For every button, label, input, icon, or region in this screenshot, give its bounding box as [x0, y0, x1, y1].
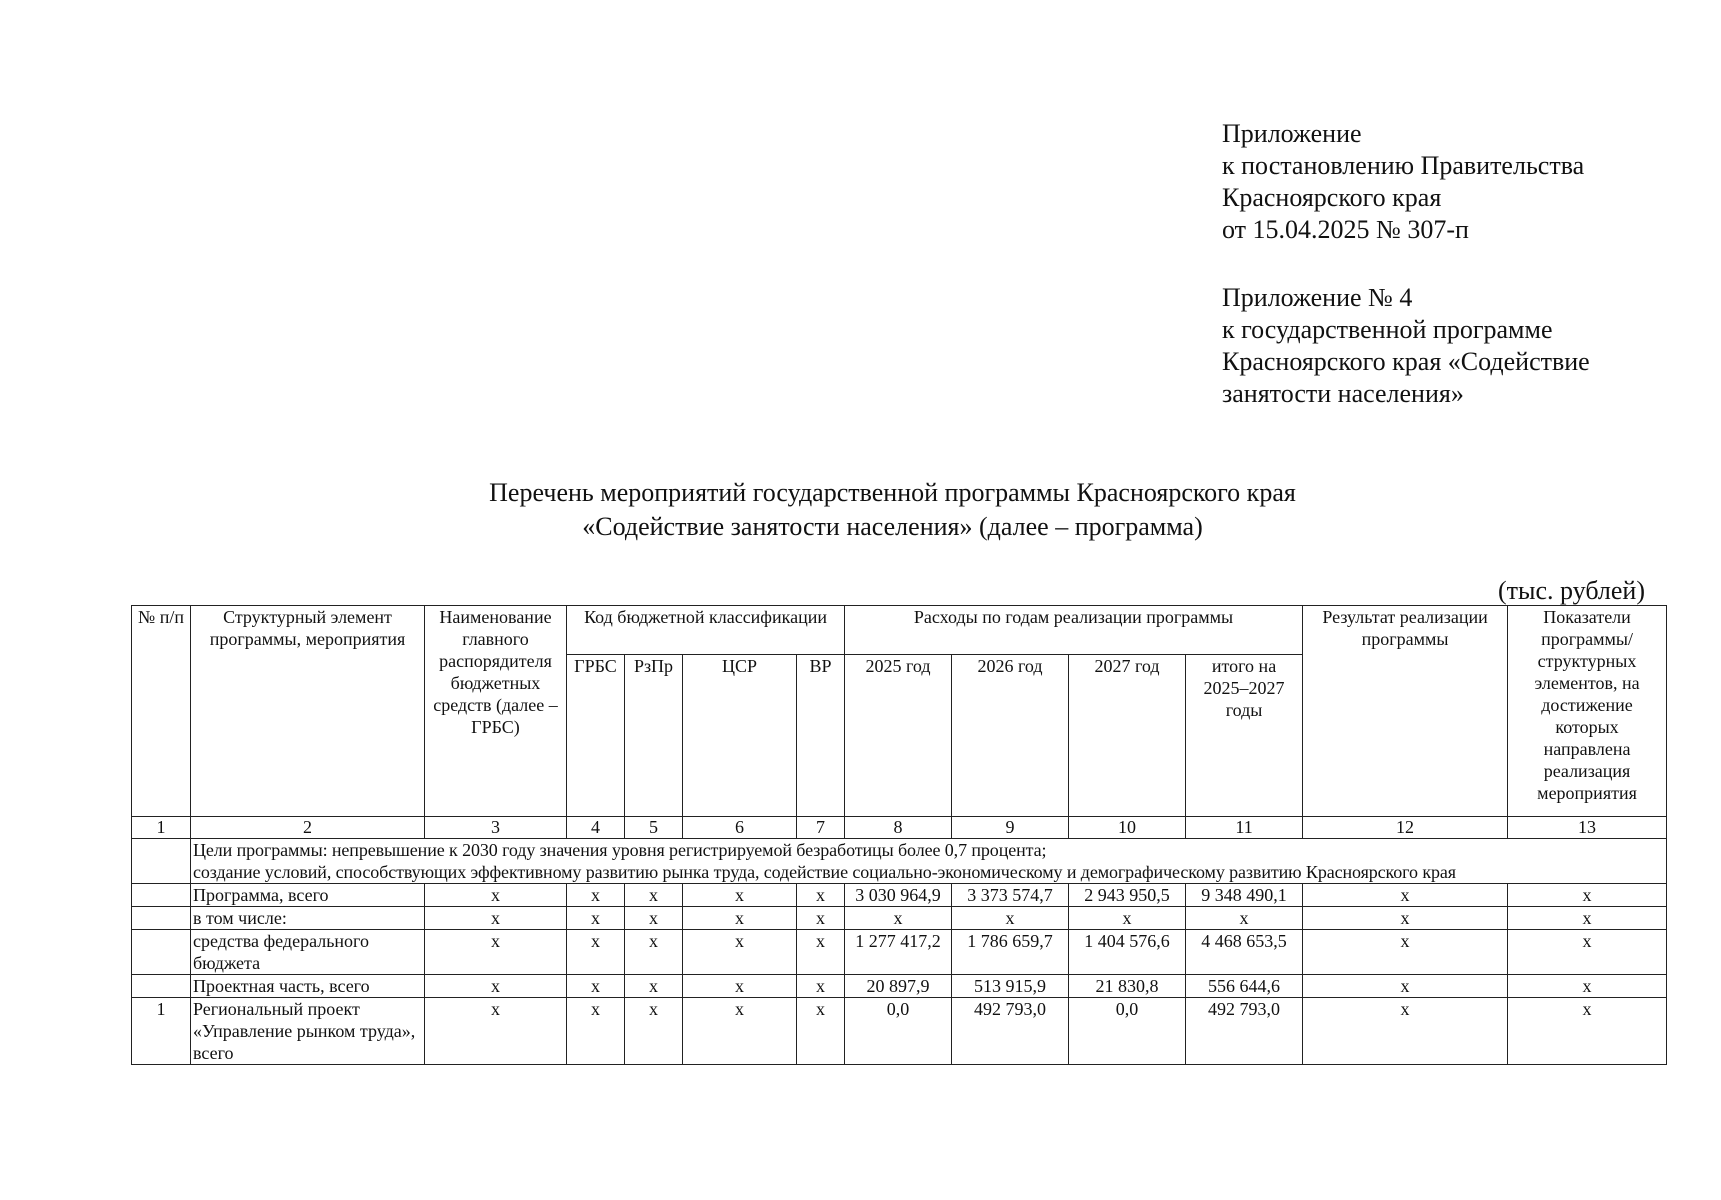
- appendix-note: [1222, 118, 1702, 246]
- header-grbs-name: Наименование главного распорядителя бюджетных средств (далее – ГРБС): [425, 606, 567, 817]
- cell-total: 4 468 653,5: [1186, 930, 1303, 975]
- cell-result: х: [1303, 975, 1508, 998]
- cell-2026: 3 373 574,7: [952, 884, 1069, 907]
- cell-2025: 1 277 417,2: [845, 930, 952, 975]
- cell-grbs-name: х: [425, 907, 567, 930]
- cell-2026: 513 915,9: [952, 975, 1069, 998]
- document-title-line-2: «Содействие занятости населения» (далее – программа): [582, 512, 1203, 541]
- cell-num: [132, 975, 191, 998]
- program-goals-line: Цели программы: непревышение к 2030 году значения уровня регистрируемой безработицы более 0,7 процента;: [193, 840, 1047, 860]
- cell-2027: 0,0: [1069, 998, 1186, 1065]
- appendix-program-line: Приложение № 4: [1222, 283, 1413, 312]
- cell-2025: 3 030 964,9: [845, 884, 952, 907]
- cell-grbs: х: [567, 907, 625, 930]
- cell-result: х: [1303, 930, 1508, 975]
- table-row: [132, 907, 1667, 930]
- header-csr: ЦСР: [683, 655, 797, 817]
- cell-csr: х: [683, 998, 797, 1065]
- column-number: 8: [845, 817, 952, 839]
- cell-2027: 21 830,8: [1069, 975, 1186, 998]
- cell-csr: х: [683, 884, 797, 907]
- cell-2026: 492 793,0: [952, 998, 1069, 1065]
- cell-result: х: [1303, 907, 1508, 930]
- cell-2027: х: [1069, 907, 1186, 930]
- cell-num: 1: [132, 998, 191, 1065]
- column-number: 12: [1303, 817, 1508, 839]
- cell-csr: х: [683, 930, 797, 975]
- header-vr: ВР: [797, 655, 845, 817]
- header-2027: 2027 год: [1069, 655, 1186, 817]
- column-number: 3: [425, 817, 567, 839]
- appendix-note-line: Приложение: [1222, 119, 1362, 148]
- column-number: 4: [567, 817, 625, 839]
- goals-row: [132, 839, 1667, 884]
- cell-grbs: х: [567, 998, 625, 1065]
- header-2026: 2026 год: [952, 655, 1069, 817]
- cell-vr: х: [797, 975, 845, 998]
- units-label: (тыс. рублей): [1497, 576, 1645, 605]
- cell-vr: х: [797, 998, 845, 1065]
- header-element: Структурный элемент программы, мероприятия: [191, 606, 425, 817]
- table-row: [132, 884, 1667, 907]
- cell-vr: х: [797, 907, 845, 930]
- cell-rzpr: х: [625, 998, 683, 1065]
- cell-rzpr: х: [625, 884, 683, 907]
- header-num: № п/п: [132, 606, 191, 817]
- goals-num-cell: [132, 839, 191, 884]
- cell-num: [132, 884, 191, 907]
- cell-2025: х: [845, 907, 952, 930]
- cell-rzpr: х: [625, 930, 683, 975]
- cell-rzpr: х: [625, 975, 683, 998]
- cell-vr: х: [797, 930, 845, 975]
- column-number: 1: [132, 817, 191, 839]
- header-expenses: Расходы по годам реализации программы: [845, 606, 1303, 655]
- cell-grbs-name: х: [425, 975, 567, 998]
- cell-2027: 2 943 950,5: [1069, 884, 1186, 907]
- cell-2025: 0,0: [845, 998, 952, 1065]
- cell-grbs: х: [567, 930, 625, 975]
- column-number: 11: [1186, 817, 1303, 839]
- program-goals-line: создание условий, способствующих эффективному развитию рынка труда, содействие социально-экономическому и демографическому развитию Красноярского края: [193, 862, 1456, 882]
- cell-num: [132, 930, 191, 975]
- cell-result: х: [1303, 998, 1508, 1065]
- cell-2026: 1 786 659,7: [952, 930, 1069, 975]
- cell-2026: х: [952, 907, 1069, 930]
- cell-element: в том числе:: [191, 907, 425, 930]
- cell-indicators: х: [1508, 998, 1667, 1065]
- cell-indicators: х: [1508, 975, 1667, 998]
- header-rzpr: РзПр: [625, 655, 683, 817]
- header-indicators: Показатели программы/ структурных элементов, на достижение которых направлена реализация мероприятия: [1508, 606, 1667, 817]
- document-title-line-1: Перечень мероприятий государственной программы Красноярского края: [489, 478, 1296, 507]
- cell-2025: 20 897,9: [845, 975, 952, 998]
- header-result: Результат реализации программы: [1303, 606, 1508, 817]
- table-row: [132, 975, 1667, 998]
- cell-grbs: х: [567, 884, 625, 907]
- appendix-program-line: Красноярского края «Содействие: [1222, 347, 1590, 376]
- appendix-program-line: к государственной программе: [1222, 315, 1553, 344]
- cell-element: средства федерального бюджета: [191, 930, 425, 975]
- cell-element: Региональный проект «Управление рынком труда», всего: [191, 998, 425, 1065]
- cell-grbs-name: х: [425, 998, 567, 1065]
- cell-csr: х: [683, 975, 797, 998]
- cell-result: х: [1303, 884, 1508, 907]
- cell-vr: х: [797, 884, 845, 907]
- cell-total: 556 644,6: [1186, 975, 1303, 998]
- cell-total: 492 793,0: [1186, 998, 1303, 1065]
- document-title: [0, 476, 1721, 544]
- cell-total: 9 348 490,1: [1186, 884, 1303, 907]
- appendix-program: [1222, 282, 1702, 410]
- appendix-note-line: от 15.04.2025 № 307-п: [1222, 215, 1469, 244]
- cell-total: х: [1186, 907, 1303, 930]
- column-number: 7: [797, 817, 845, 839]
- header-total: итого на 2025–2027 годы: [1186, 655, 1303, 817]
- measures-table: [131, 605, 1667, 1065]
- cell-indicators: х: [1508, 884, 1667, 907]
- cell-grbs-name: х: [425, 930, 567, 975]
- cell-csr: х: [683, 907, 797, 930]
- cell-num: [132, 907, 191, 930]
- header-budget-code: Код бюджетной классификации: [567, 606, 845, 655]
- table-row: [132, 998, 1667, 1065]
- column-number: 6: [683, 817, 797, 839]
- program-goals: [191, 839, 1667, 884]
- header-grbs: ГРБС: [567, 655, 625, 817]
- cell-2027: 1 404 576,6: [1069, 930, 1186, 975]
- column-numbers-row: [132, 817, 1667, 839]
- cell-grbs: х: [567, 975, 625, 998]
- cell-indicators: х: [1508, 907, 1667, 930]
- cell-grbs-name: х: [425, 884, 567, 907]
- column-number: 9: [952, 817, 1069, 839]
- appendix-note-line: к постановлению Правительства: [1222, 151, 1585, 180]
- cell-rzpr: х: [625, 907, 683, 930]
- cell-element: Проектная часть, всего: [191, 975, 425, 998]
- appendix-program-line: занятости населения»: [1222, 379, 1464, 408]
- column-number: 10: [1069, 817, 1186, 839]
- cell-indicators: х: [1508, 930, 1667, 975]
- column-number: 2: [191, 817, 425, 839]
- table-row: [132, 930, 1667, 975]
- column-number: 5: [625, 817, 683, 839]
- cell-element: Программа, всего: [191, 884, 425, 907]
- appendix-note-line: Красноярского края: [1222, 183, 1442, 212]
- header-2025: 2025 год: [845, 655, 952, 817]
- column-number: 13: [1508, 817, 1667, 839]
